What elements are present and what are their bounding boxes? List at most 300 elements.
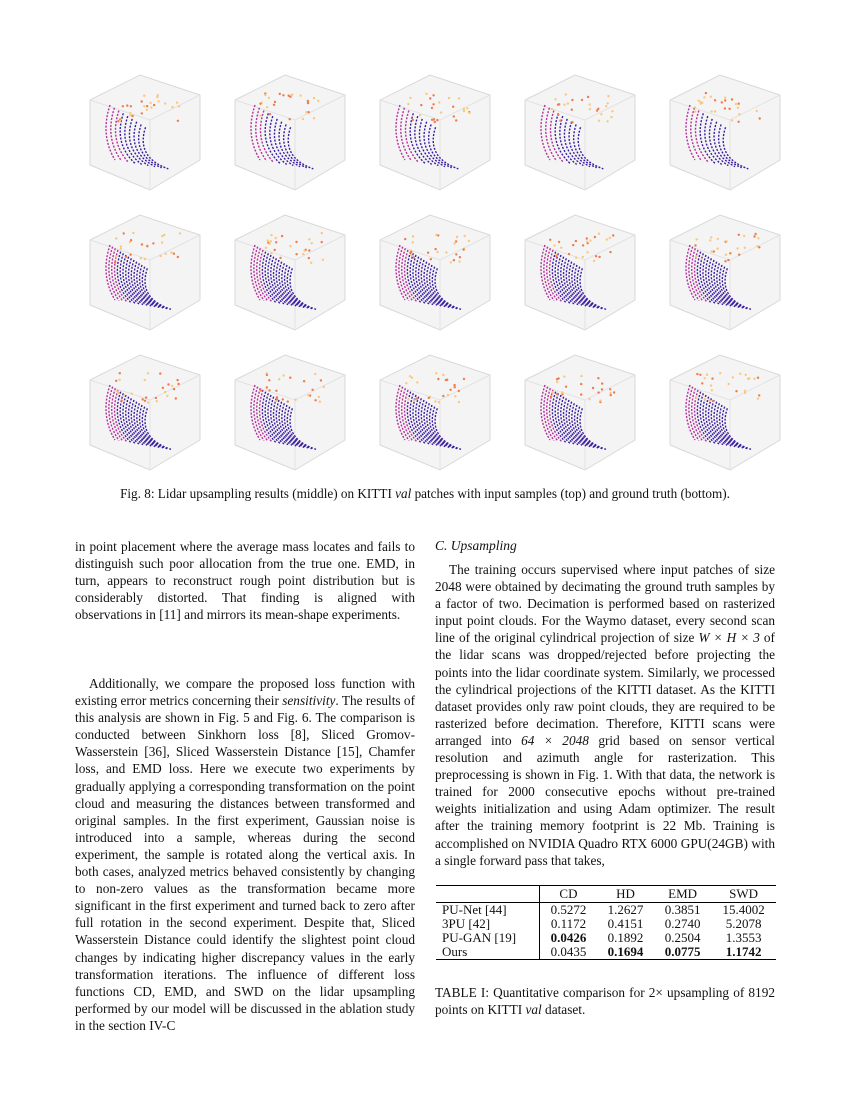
point [708,399,710,401]
point [712,400,714,402]
point [273,104,275,106]
plot-box [90,355,200,470]
point [753,235,755,237]
point [305,111,307,113]
point [735,103,737,105]
point [141,112,143,114]
point [606,120,608,122]
point [757,377,759,379]
point [455,119,457,121]
point [759,117,761,119]
point [550,396,552,398]
table-cell: 0.1172 [550,916,587,931]
point [416,381,418,383]
point-cloud-thumbnail [670,75,780,190]
point [141,243,143,245]
left-p2-a: Additionally, we compare the proposed loss function with existing error metrics concerning their [75,676,415,709]
point [736,247,738,249]
point [557,114,559,116]
point [314,399,316,401]
point [269,243,271,245]
point [607,95,609,97]
point [291,94,293,96]
point [594,236,596,238]
point [289,377,291,379]
plot-box [235,215,345,330]
point [407,103,409,105]
table-cell-best: 1.1742 [711,945,776,960]
point [260,389,262,391]
point [310,262,312,264]
table-cell: 0.0435 [539,945,597,960]
point [575,240,577,242]
point [710,96,712,98]
point-cloud-thumbnail [525,215,635,330]
point [575,257,577,259]
point [463,378,465,380]
point [158,100,160,102]
point [274,101,276,103]
point [431,107,433,109]
point [725,254,727,256]
left-column-paragraph-2 [75,675,415,1034]
point [165,253,167,255]
point [599,399,601,401]
point [122,105,124,107]
point [724,97,726,99]
point [413,399,415,401]
plot-box [525,215,635,330]
point [295,253,297,255]
point [605,105,607,107]
table-cell: 1.3553 [725,930,762,945]
point [289,245,291,247]
point [278,378,280,380]
point [176,102,178,104]
point [609,251,611,253]
point [735,390,737,392]
point-cloud-thumbnail [90,215,200,330]
point [178,105,180,107]
point [268,379,270,381]
point [452,106,454,108]
right-p1-a: The training occurs supervised where input patches of size 2048 were obtained by decimating the ground truth samples by a factor of two. Decimation is performed based on rasterized input point clouds. For the Waymo dataset, every second scan line of the original cylindrical projection of size [435,562,775,646]
point [141,100,143,102]
table-cell: PU-Net [44] [436,903,539,918]
point [131,393,133,395]
point [432,94,434,96]
point [129,112,131,114]
point [709,239,711,241]
point [737,107,739,109]
point [713,250,715,252]
point [731,98,733,100]
point [177,120,179,122]
point [710,236,712,238]
point [149,102,151,104]
point [299,94,301,96]
lidar-figure-grid [70,60,790,480]
point [606,238,608,240]
point [738,113,740,115]
point [321,241,323,243]
point [728,108,730,110]
point [264,94,266,96]
point [598,120,600,122]
point [308,238,310,240]
point [453,384,455,386]
left-p2-b: . The results of this analysis are shown in Fig. 5 and Fig. 6. The comparison is conducted between Sinkhorn loss [8], Sliced Gromov-Wasserstein [36], Sliced Wasserstein Distance [15], Chamfer loss, and EMD loss. Here we execute two experiments by gradually applying a corresponding transformation on the point cloud and measuring the distances between transformed and original samples. In the first experiment, Gaussian noise is introduced into a sample, whereas during the second experiment, the sample is rotated along the vertical axis. In both cases, analyzed metrics behaved consistently by changing to non-zero values as the transformation became more significant in the first experiment and turned back to zero after full rotation in the second experiment. Despite that, Sliced Wasserstein Distance could identify the slightest point cloud changes by indicating higher discrepancy values in the early transformation iterations. The influence of different loss functions CD, EMD, and SWD on the lidar upsampling performed by our model will be discussed in the ablation study in the section IV-C [75,693,415,1033]
point [275,237,277,239]
point [556,393,558,395]
point [276,396,278,398]
table-caption-a: TABLE I: Quantitative comparison for 2× upsampling of 8192 points on KITTI [435,985,775,1017]
point-cloud-figure [70,60,790,480]
point [458,390,460,392]
point [164,102,166,104]
plot-box [235,355,345,470]
point [719,372,721,374]
plot-box [525,355,635,470]
table-cell-best: 0.0775 [654,945,711,960]
point [607,102,609,104]
point [147,372,149,374]
point [724,260,726,262]
point [412,241,414,243]
point [129,114,131,116]
point [323,386,325,388]
point [436,251,438,253]
point [442,374,444,376]
point [586,241,588,243]
point [701,382,703,384]
point [115,237,117,239]
point [595,255,597,257]
table-header-hd: HD [597,886,654,903]
table-cell: PU-GAN [19] [436,931,539,945]
point [586,251,588,253]
point [140,257,142,259]
figure-caption-italic: val [395,486,412,501]
point [446,379,448,381]
point [694,244,696,246]
point [405,382,407,384]
point [558,241,560,243]
point [146,245,148,247]
point [600,113,602,115]
table-cell: 3PU [42] [436,917,539,931]
point [738,234,740,236]
table-cell: 15.4002 [722,902,765,917]
point [132,232,134,234]
point [419,114,421,116]
point [717,247,719,249]
point [146,105,148,107]
point [588,398,590,400]
point [119,372,121,374]
point [295,241,297,243]
point [146,109,148,111]
point [279,257,281,259]
point [125,256,127,258]
point [572,244,574,246]
point [756,110,758,112]
table-cell: 5.2078 [725,916,762,931]
point [597,377,599,379]
point [738,103,740,105]
point [311,389,313,391]
point [592,387,594,389]
point [412,235,414,237]
point [447,394,449,396]
point [173,253,175,255]
point [270,234,272,236]
point [162,387,164,389]
plot-box [670,75,780,190]
plot-box [380,215,490,330]
right-p1-c: grid based on sensor vertical resolution and azimuth angle for rasterization. This preprocessing is shown in Fig. 1. With that data, the network is trained for 2000 consecutive epochs without pre-trained weights initialization and using Adam optimizer. The result after the training memory footprint is 22 Mb. Training is accomplished on NVIDIA Quadro RTX 6000 GPU(24GB) with a single forward pass that takes, [435,732,776,868]
point [560,247,562,249]
point [448,97,450,99]
point [120,247,122,249]
point [745,374,747,376]
right-p1-math2: 64 × 2048 [521,732,589,748]
point-cloud-thumbnail [380,215,490,330]
point [428,397,430,399]
point [155,397,157,399]
point [147,401,149,403]
point [268,389,270,391]
point [319,401,321,403]
point [696,373,698,375]
point [581,99,583,101]
plot-box [380,75,490,190]
point [435,372,437,374]
table-cell: 0.5272 [550,902,587,917]
point [281,235,283,237]
point [431,119,433,121]
point [320,379,322,381]
point [119,120,121,122]
plot-box [380,355,490,470]
point [611,110,613,112]
point [724,99,726,101]
point [171,106,173,108]
point [438,101,440,103]
point [427,252,429,254]
table-cell: 1.2627 [607,902,644,917]
point [142,398,144,400]
point [144,258,146,260]
point [711,250,713,252]
point [267,239,269,241]
point [571,109,573,111]
point-cloud-thumbnail [380,355,490,470]
point [601,388,603,390]
point [131,115,133,117]
point [724,107,726,109]
point [754,233,756,235]
point [561,391,563,393]
table-cell: 0.4151 [607,916,644,931]
point-cloud-thumbnail [90,75,200,190]
point [266,374,268,376]
point-cloud-thumbnail [670,355,780,470]
point [450,261,452,263]
point [589,239,591,241]
point [468,240,470,242]
point [313,117,315,119]
point [738,254,740,256]
point [597,108,599,110]
point [463,110,465,112]
point [411,377,413,379]
point [308,257,310,259]
point [303,380,305,382]
point [731,119,733,121]
point [711,377,713,379]
table-header-cd: CD [539,886,597,903]
point [551,391,553,393]
table-cell-best: 0.1694 [597,945,654,960]
table-cell: 0.2740 [664,916,701,931]
table-cell-best: 0.0426 [550,930,587,945]
point [412,119,414,121]
point [434,121,436,123]
point [279,93,281,95]
section-title-upsampling: C. Upsampling [435,538,517,553]
point [153,104,155,106]
table-cell: 0.1892 [607,930,644,945]
point [727,259,729,261]
point [318,396,320,398]
table-cell: Ours [436,945,539,960]
point [294,399,296,401]
point [549,239,551,241]
point [458,260,460,262]
point [123,394,125,396]
point [445,251,447,253]
point [721,101,723,103]
point [455,253,457,255]
point [177,383,179,385]
point [314,373,316,375]
point [321,232,323,234]
point [609,388,611,390]
plot-box [90,215,200,330]
point [115,255,117,257]
point [156,96,158,98]
point [610,116,612,118]
point [565,386,567,388]
point [404,238,406,240]
point [129,254,131,256]
point [270,252,272,254]
point [164,391,166,393]
point [744,392,746,394]
table-row [436,917,776,931]
point [274,249,276,251]
point [409,97,411,99]
point [275,390,277,392]
plot-box [525,75,635,190]
point [580,383,582,385]
point [282,398,284,400]
point [710,384,712,386]
point [462,248,464,250]
point [580,375,582,377]
point [468,112,470,114]
point [714,110,716,112]
point [437,378,439,380]
point [466,107,468,109]
point [701,102,703,104]
point [302,253,304,255]
point [179,232,181,234]
point [287,400,289,402]
point-cloud-thumbnail [670,215,780,330]
point [748,377,750,379]
point [434,400,436,402]
left-p2-emphasis: sensitivity [282,693,336,709]
point [758,394,760,396]
point [259,115,261,117]
point [698,100,700,102]
table-row [436,945,776,960]
point [612,234,614,236]
point [743,235,745,237]
point [694,110,696,112]
plot-box [670,215,780,330]
point [118,379,120,381]
point [303,250,305,252]
point [601,382,603,384]
point [120,245,122,247]
point [322,259,324,261]
point [711,389,713,391]
point [407,398,409,400]
point [582,244,584,246]
table-header-swd: SWD [711,886,776,903]
point [695,256,697,258]
point [270,240,272,242]
point [744,247,746,249]
right-column-paragraph [435,561,775,869]
point [307,100,309,102]
point-cloud-thumbnail [525,355,635,470]
plot-box [235,75,345,190]
point [259,103,261,105]
point [559,119,561,121]
left-paragraph-1: in point placement where the average mass locates and fails to distinguish such poor allocation from the true one. EMD, in turn, appears to reconstruct rough point distribution but is considerably distorted. That finding is aligned with observations in [11] and mirrors its mean-shape experiments. [75,539,415,623]
point [152,242,154,244]
point [458,97,460,99]
figure-caption-prefix: Fig. 8: Lidar upsampling results (middle) on KITTI [120,486,396,501]
point [589,103,591,105]
point [453,242,455,244]
point [143,105,145,107]
left-paragraph-2 [75,675,415,1034]
point [161,241,163,243]
point [463,108,465,110]
point [458,401,460,403]
table-cell: 0.3851 [664,902,701,917]
point [150,106,152,108]
right-p1-math: W × H × 3 [698,630,760,646]
table-cell: 0.2504 [664,930,701,945]
point [130,105,132,107]
point [121,399,123,401]
